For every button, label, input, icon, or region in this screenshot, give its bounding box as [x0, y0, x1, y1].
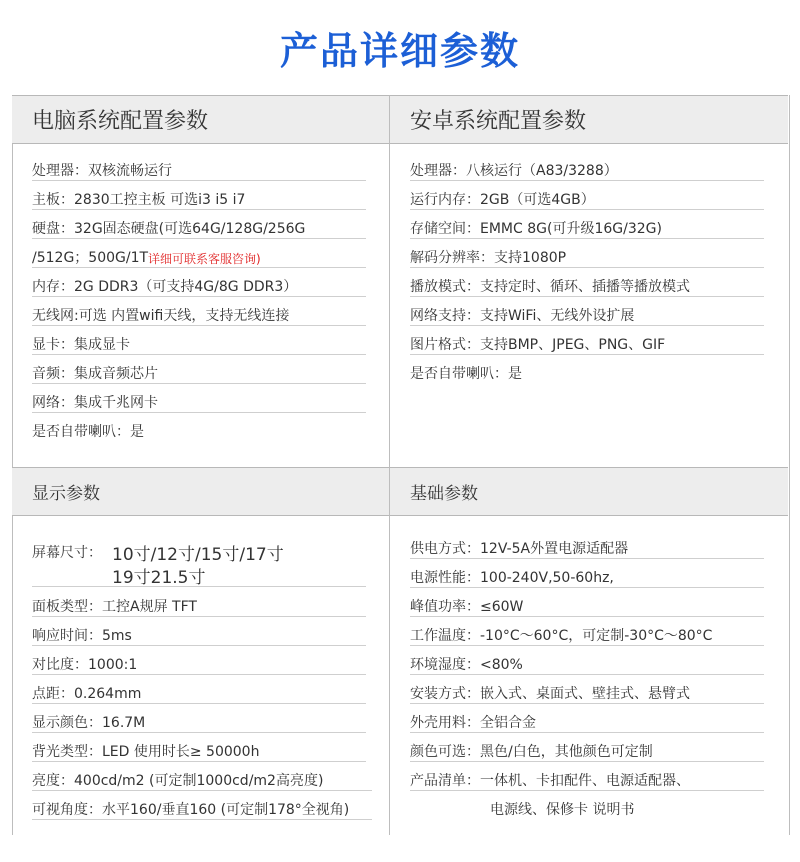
- pc-speaker-row: 是否自带喇叭：是: [32, 424, 144, 440]
- page-title: 产品详细参数: [279, 29, 520, 73]
- pc-cpu-row: 处理器：双核流畅运行: [32, 154, 366, 181]
- pc-config-header: 电脑系统配置参数: [12, 95, 390, 144]
- display-size-value-line2: 19寸21.5寸: [112, 568, 206, 588]
- android-speaker-row: 是否自带喇叭：是: [410, 366, 522, 382]
- system-config-block: [12, 95, 788, 467]
- basic-mount-row: 安装方式：嵌入式、桌面式、壁挂式、悬臂式: [410, 677, 764, 704]
- basic-power-row: 供电方式：12V-5A外置电源适配器: [410, 532, 764, 559]
- basic-wattage-row: 峰值功率：≤60W: [410, 590, 764, 617]
- display-basic-block: [12, 467, 788, 835]
- basic-header: 基础参数: [390, 467, 788, 516]
- pc-hdd-note: 详细可联系客服咨询): [148, 252, 261, 266]
- display-list: [12, 516, 390, 835]
- display-response-row: 响应时间：5ms: [32, 619, 366, 646]
- android-config-header: 安卓系统配置参数: [390, 95, 788, 144]
- display-size-value: 10寸/12寸/15寸/17寸: [112, 545, 284, 565]
- display-contrast-row: 对比度：1000:1: [32, 648, 366, 675]
- basic-list: [390, 516, 788, 835]
- basic-package-row-cont: 电源线、保修卡 说明书: [490, 802, 635, 818]
- display-angle-row: 可视角度：水平160/垂直160 (可定制178°全视角): [32, 793, 372, 820]
- android-ram-row: 运行内存：2GB（可选4GB）: [410, 183, 764, 210]
- android-storage-row: 存储空间：EMMC 8G(可升级16G/32G): [410, 212, 764, 239]
- display-panel-row: 面板类型：工控A规屏 TFT: [32, 590, 366, 617]
- pc-network-row: 网络：集成千兆网卡: [32, 386, 366, 413]
- android-config-list: [390, 144, 788, 467]
- basic-performance-row: 电源性能：100-240V,50-60hz,: [410, 561, 764, 588]
- pc-config-list: [12, 144, 390, 467]
- display-color-row: 显示颜色：16.7M: [32, 706, 366, 733]
- pc-gpu-row: 显卡：集成显卡: [32, 328, 366, 355]
- pc-board-row: 主板：2830工控主板 可选i3 i5 i7: [32, 183, 366, 210]
- android-playback-row: 播放模式：支持定时、循环、插播等播放模式: [410, 270, 764, 297]
- android-network-row: 网络支持：支持WiFi、无线外设扩展: [410, 299, 764, 326]
- basic-package-row: 产品清单：一体机、卡扣配件、电源适配器、: [410, 764, 764, 791]
- display-size-row: [32, 516, 366, 587]
- pc-hdd-cont-text: /512G；500G/1T: [32, 250, 149, 266]
- display-pitch-row: 点距：0.264mm: [32, 677, 366, 704]
- pc-ram-row: 内存：2G DDR3（可支持4G/8G DDR3）: [32, 270, 366, 297]
- pc-wifi-row: 无线网:可选 内置wifi天线，支持无线连接: [32, 299, 366, 326]
- pc-hdd-row: 硬盘：32G固态硬盘(可选64G/128G/256G: [32, 212, 366, 239]
- android-cpu-row: 处理器：八核运行（A83/3288）: [410, 154, 764, 181]
- display-backlight-row: 背光类型：LED 使用时长≥ 50000h: [32, 735, 366, 762]
- display-brightness-row: 亮度：400cd/m2 (可定制1000cd/m2高亮度): [32, 764, 372, 791]
- android-decode-row: 解码分辨率：支持1080P: [410, 241, 764, 268]
- basic-color-row: 颜色可选：黑色/白色，其他颜色可定制: [410, 735, 764, 762]
- pc-audio-row: 音频：集成音频芯片: [32, 357, 366, 384]
- pc-hdd-row-cont: [32, 241, 366, 268]
- display-size-content: [32, 516, 362, 586]
- basic-temp-row: 工作温度：-10°C～60°C，可定制-30°C～80°C: [410, 619, 764, 646]
- display-size-label: 屏幕尺寸：: [32, 545, 102, 561]
- basic-humidity-row: 环境湿度：<80%: [410, 648, 764, 675]
- display-header: 显示参数: [12, 467, 390, 516]
- android-image-row: 图片格式：支持BMP、JPEG、PNG、GIF: [410, 328, 764, 355]
- basic-shell-row: 外壳用料：全铝合金: [410, 706, 764, 733]
